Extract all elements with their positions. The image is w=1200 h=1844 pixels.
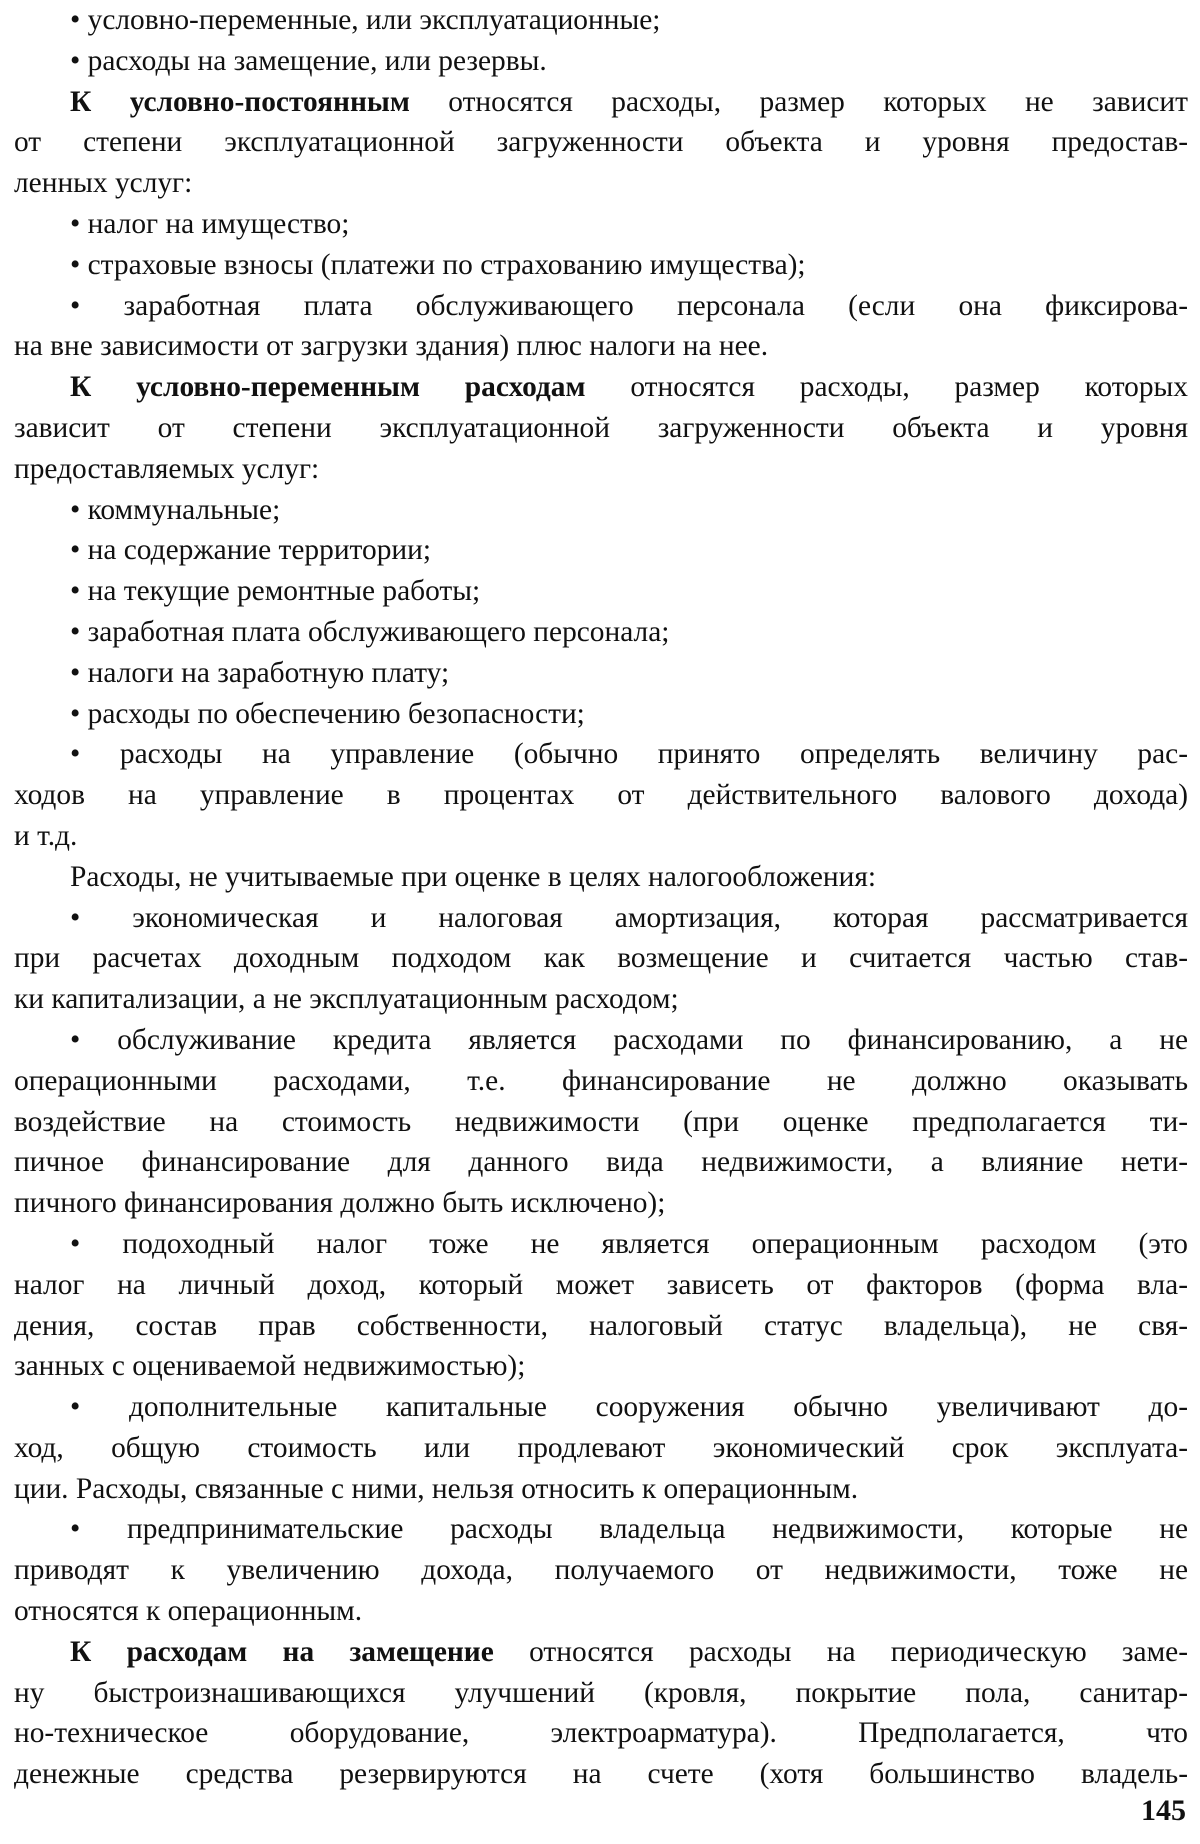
line-text: операционными расходами, т.е. финансирование не должно оказывать xyxy=(14,1064,1188,1097)
text-line xyxy=(14,163,1188,204)
text-line xyxy=(14,1265,1188,1306)
line-text: • налоги на заработную плату; xyxy=(70,656,450,689)
line-text: • расходы по обеспечению безопасности; xyxy=(70,697,585,730)
line-text: • предпринимательские расходы владельца недвижимости, которые не xyxy=(70,1513,1188,1546)
line-text: при расчетах доходным подходом как возмещение и считается частью став- xyxy=(14,942,1188,975)
text-line xyxy=(14,1102,1188,1143)
line-text: воздействие на стоимость недвижимости (при оценке предполагается ти- xyxy=(14,1105,1188,1138)
text-line xyxy=(14,1224,1188,1265)
line-text: • страховые взносы (платежи по страхованию имущества); xyxy=(70,248,806,281)
text-line xyxy=(14,1142,1188,1183)
text-line xyxy=(14,653,1188,694)
bold-term: К условно-постоянным xyxy=(70,85,410,118)
line-text: пичного финансирования должно быть исключено); xyxy=(14,1187,666,1220)
line-text: относятся расходы, размер которых xyxy=(585,371,1188,404)
text-line xyxy=(14,1591,1188,1632)
line-text: ходов на управление в процентах от действительного валового дохода) xyxy=(14,779,1188,812)
bold-term: К условно-переменным расходам xyxy=(70,371,586,404)
text-line xyxy=(14,286,1188,327)
text-line xyxy=(14,938,1188,979)
text-line xyxy=(14,82,1188,123)
line-text: • заработная плата обслуживающего персонала (если она фиксирова- xyxy=(70,289,1188,322)
line-text: но-техническое оборудование, электроарматура). Предполагается, что xyxy=(14,1717,1188,1750)
line-text: денежные средства резервируются на счете (хотя большинство владель- xyxy=(14,1758,1188,1791)
line-text: • расходы на замещение, или резервы. xyxy=(70,44,547,77)
line-text: • коммунальные; xyxy=(70,493,281,526)
line-text: • дополнительные капитальные сооружения обычно увеличивают до- xyxy=(70,1391,1188,1424)
text-line xyxy=(14,41,1188,82)
text-line xyxy=(14,734,1188,775)
text-line xyxy=(14,1754,1188,1795)
text-line xyxy=(14,1387,1188,1428)
text-line xyxy=(14,979,1188,1020)
text-line xyxy=(14,1632,1188,1673)
text-line xyxy=(14,408,1188,449)
line-text: относятся расходы, размер которых не зависит xyxy=(409,85,1188,118)
text-line xyxy=(14,898,1188,939)
line-text: относятся к операционным. xyxy=(14,1595,363,1628)
line-text: • подоходный налог тоже не является операционным расходом (это xyxy=(70,1227,1188,1260)
text-line xyxy=(14,1061,1188,1102)
text-line xyxy=(14,694,1188,735)
line-text: налог на личный доход, который может зависеть от факторов (форма вла- xyxy=(14,1268,1188,1301)
line-text: • обслуживание кредита является расходами по финансированию, а не xyxy=(70,1023,1188,1056)
line-text: ции. Расходы, связанные с ними, нельзя относить к операционным. xyxy=(14,1472,859,1505)
line-text: ленных услуг: xyxy=(14,167,193,200)
line-text: относятся расходы на периодическую заме- xyxy=(493,1635,1189,1668)
line-text: • расходы на управление (обычно принято определять величину рас- xyxy=(70,738,1188,771)
text-line xyxy=(14,1346,1188,1387)
text-line xyxy=(14,571,1188,612)
text-line xyxy=(14,1673,1188,1714)
document-page xyxy=(14,0,1188,1795)
text-line xyxy=(14,1469,1188,1510)
text-line xyxy=(14,204,1188,245)
line-text: • условно-переменные, или эксплуатационные; xyxy=(70,4,661,36)
line-text: пичное финансирование для данного вида недвижимости, а влияние нети- xyxy=(14,1146,1188,1179)
line-text: и т.д. xyxy=(14,819,78,852)
line-text: • на содержание территории; xyxy=(70,534,432,567)
line-text: • заработная плата обслуживающего персонала; xyxy=(70,615,670,648)
text-line xyxy=(14,816,1188,857)
text-line xyxy=(14,1183,1188,1224)
text-line xyxy=(14,245,1188,286)
bold-term: К расходам на замещение xyxy=(70,1635,494,1668)
text-line xyxy=(14,1509,1188,1550)
line-text: • налог на имущество; xyxy=(70,207,350,240)
page-number: 145 xyxy=(1141,1794,1186,1827)
text-line xyxy=(14,326,1188,367)
line-text: ки капитализации, а не эксплуатационным расходом; xyxy=(14,983,679,1016)
line-text: ход, общую стоимость или продлевают экономический срок эксплуата- xyxy=(14,1431,1188,1464)
line-text: • на текущие ремонтные работы; xyxy=(70,575,481,608)
line-text: занных с оцениваемой недвижимостью); xyxy=(14,1350,526,1383)
text-line xyxy=(14,0,1188,41)
line-text: ну быстроизнашивающихся улучшений (кровля, покрытие пола, санитар- xyxy=(14,1676,1188,1709)
line-text: на вне зависимости от загрузки здания) плюс налоги на нее. xyxy=(14,330,769,363)
text-line xyxy=(14,775,1188,816)
line-text: • экономическая и налоговая амортизация, которая рассматривается xyxy=(70,901,1188,934)
text-line xyxy=(14,122,1188,163)
text-line xyxy=(14,612,1188,653)
line-text: от степени эксплуатационной загруженности объекта и уровня предостав- xyxy=(14,126,1188,159)
line-text: предоставляемых услуг: xyxy=(14,452,320,485)
text-line xyxy=(14,1020,1188,1061)
text-line xyxy=(14,1428,1188,1469)
text-line xyxy=(14,1306,1188,1347)
text-line xyxy=(14,490,1188,531)
text-line xyxy=(14,1550,1188,1591)
line-text: приводят к увеличению дохода, получаемого от недвижимости, тоже не xyxy=(14,1554,1188,1587)
text-line xyxy=(14,857,1188,898)
text-line xyxy=(14,449,1188,490)
line-text: дения, состав прав собственности, налоговый статус владельца), не свя- xyxy=(14,1309,1188,1342)
text-line xyxy=(14,367,1188,408)
line-text: Расходы, не учитываемые при оценке в целях налогообложения: xyxy=(70,860,877,893)
text-line xyxy=(14,1713,1188,1754)
text-line xyxy=(14,530,1188,571)
line-text: зависит от степени эксплуатационной загруженности объекта и уровня xyxy=(14,411,1188,444)
